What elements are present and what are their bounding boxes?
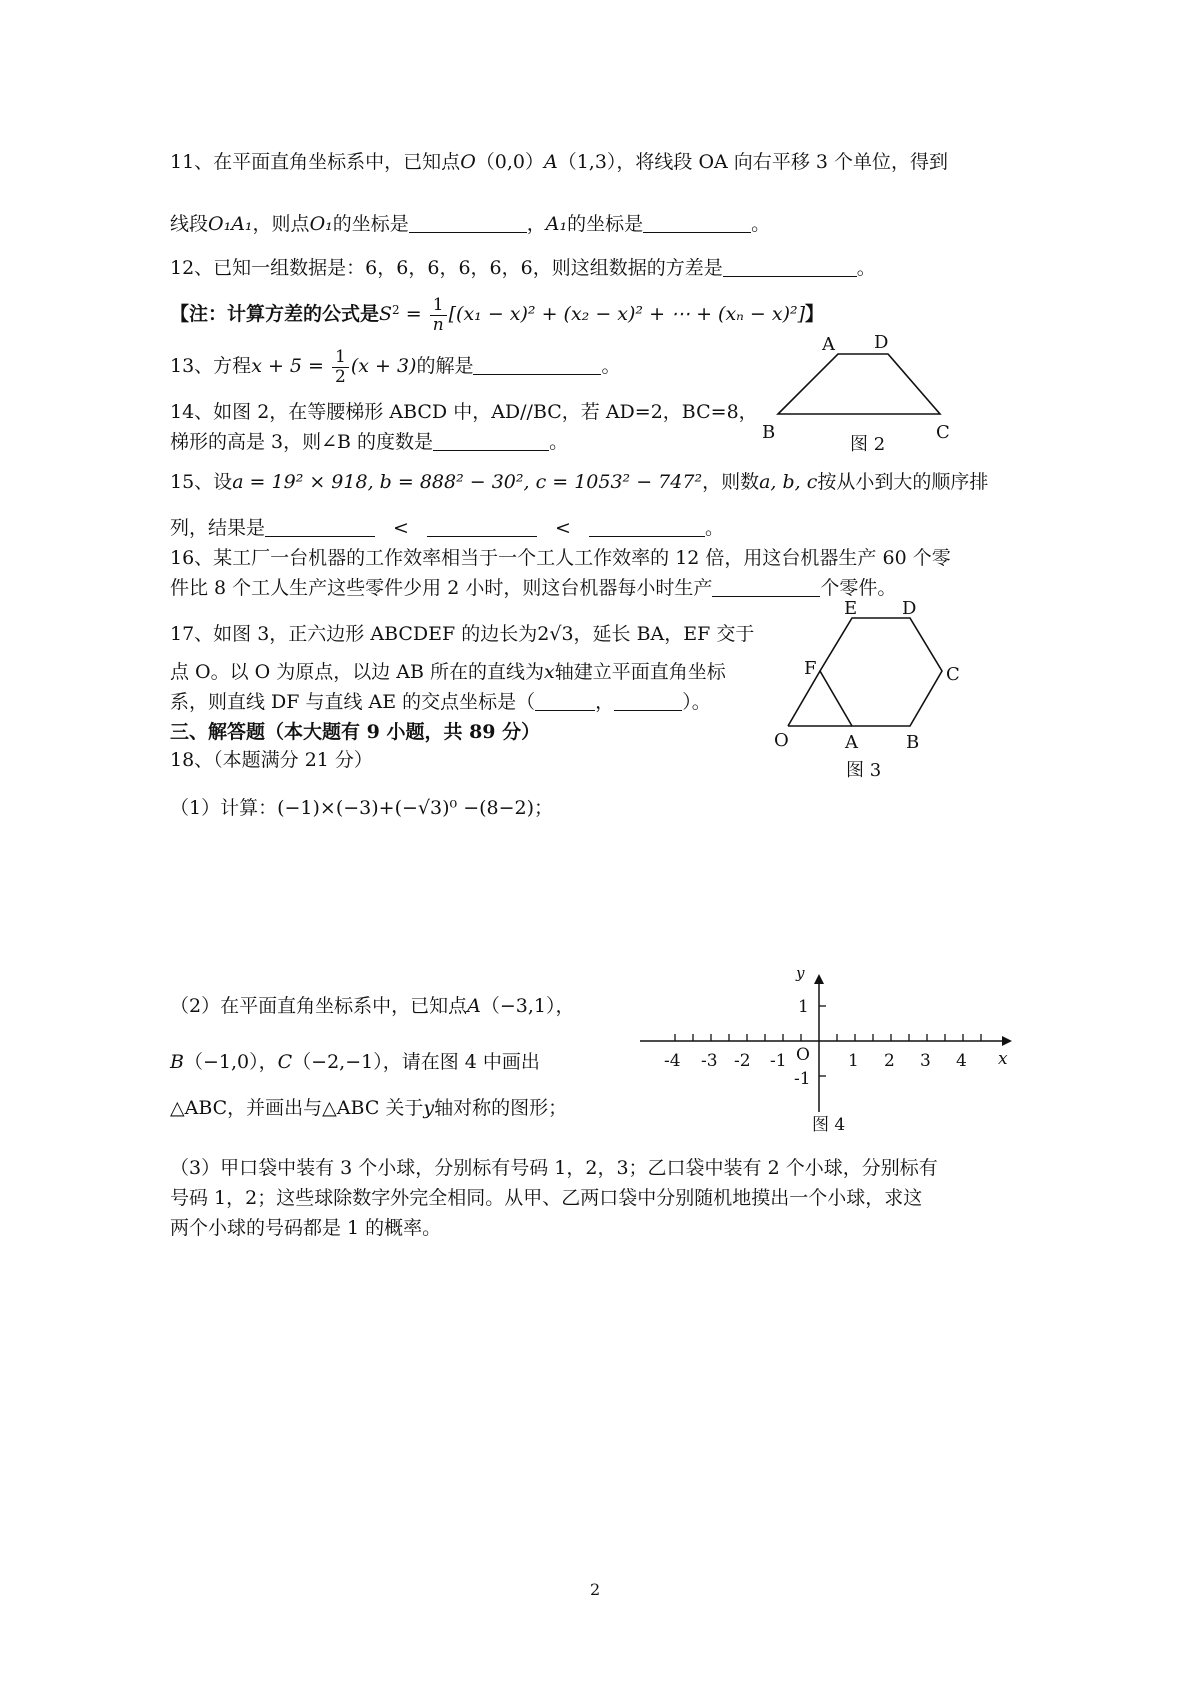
- fig3-label-B: B: [906, 732, 920, 753]
- q15-line1: 15、设a = 19² × 918, b = 888² − 30², c = 1053² − 747²，则数a, b, c按从小到大的顺序排: [170, 471, 989, 493]
- answer-blank-parts[interactable]: [712, 578, 820, 597]
- fig4-tick-xn3: -3: [701, 1051, 718, 1071]
- fig3-label-D: D: [902, 598, 917, 619]
- fig4-tick-x1: 1: [848, 1051, 859, 1071]
- fig2-label-D: D: [874, 332, 889, 353]
- section-3-heading: 三、解答题（本大题有 9 小题，共 89 分）: [170, 721, 541, 743]
- fig4-tick-x2: 2: [884, 1051, 895, 1071]
- q12-note: 【注：计算方差的公式是$S^2$ = $\frac{1}{n}$ [(x₁ − x)² + (x₂ − x)² + ⋯ + (xₙ − x)²]】: [170, 294, 825, 335]
- answer-blank-variance[interactable]: [723, 258, 857, 277]
- answer-blank-a1[interactable]: [643, 214, 751, 233]
- fig3-label-O: O: [774, 730, 789, 751]
- q18-part1: （1）计算：(−1)×(−3)+(−√3)⁰ −(8−2)；: [170, 797, 554, 819]
- figure-4-coordinate-axes: [630, 962, 1020, 1144]
- figure-2-trapezoid: [750, 330, 970, 460]
- fig4-y-label: y: [796, 964, 805, 982]
- page-number: 2: [590, 1580, 601, 1599]
- q18-part3-line3: 两个小球的号码都是 1 的概率。: [170, 1217, 442, 1239]
- q12-line1: 12、已知一组数据是：6，6，6，6，6，6，则这组数据的方差是 。: [170, 257, 876, 279]
- answer-blank-x[interactable]: [535, 692, 595, 711]
- q18-title: 18、（本题满分 21 分）: [170, 749, 373, 771]
- answer-blank-order-1[interactable]: [265, 518, 375, 537]
- fig4-tick-x4: 4: [956, 1051, 967, 1071]
- answer-blank-o1[interactable]: [409, 214, 527, 233]
- figure-3-hexagon: [760, 596, 980, 782]
- fig4-tick-xn4: -4: [664, 1051, 681, 1071]
- q17-line1: 17、如图 3，正六边形 ABCDEF 的边长为2√3，延长 BA，EF 交于: [170, 623, 755, 645]
- answer-blank-y[interactable]: [614, 692, 682, 711]
- q18-part2-line1: （2）在平面直角坐标系中，已知点A（−3,1），: [170, 995, 575, 1017]
- fraction-1-over-2: $\frac{1}{2}$: [332, 348, 349, 387]
- fig4-tick-y1: 1: [798, 997, 809, 1017]
- fig3-label-A: A: [845, 732, 858, 753]
- q18-part3-line2: 号码 1，2；这些球除数字外完全相同。从甲、乙两口袋中分别随机地摸出一个小球，求这: [170, 1187, 923, 1209]
- q11-line1: 11、在平面直角坐标系中，已知点O（0,0）A（1,3），将线段 OA 向右平移 3 个单位，得到: [170, 151, 948, 173]
- q18-part2-line2: B（−1,0），C（−2,−1），请在图 4 中画出: [170, 1051, 540, 1073]
- q14-line1: 14、如图 2，在等腰梯形 ABCD 中，AD//BC，若 AD=2，BC=8，: [170, 401, 758, 423]
- answer-blank-order-2[interactable]: [427, 518, 537, 537]
- fig2-label-A: A: [822, 334, 835, 355]
- fig3-label-E: E: [844, 598, 858, 619]
- q16-line1: 16、某工厂一台机器的工作效率相当于一个工人工作效率的 12 倍，用这台机器生产 60 个零: [170, 547, 951, 569]
- fig2-caption: 图 2: [850, 434, 886, 455]
- answer-blank-order-3[interactable]: [589, 518, 705, 537]
- fig4-x-label: x: [998, 1049, 1008, 1069]
- q17-line3: 系，则直线 DF 与直线 AE 的交点坐标是（ ， ）。: [170, 691, 711, 713]
- fig4-tick-x3: 3: [920, 1051, 931, 1071]
- fig4-origin: O: [796, 1045, 810, 1065]
- q18-part2-line3: △ABC，并画出与△ABC 关于y轴对称的图形；: [170, 1097, 568, 1119]
- q15-line2: 列，结果是 < < 。: [170, 517, 725, 539]
- fig2-label-B: B: [762, 422, 776, 443]
- fraction-1-over-n: $\frac{1}{n}$: [430, 296, 447, 335]
- fig3-label-C: C: [946, 664, 960, 685]
- answer-blank-angle[interactable]: [433, 432, 549, 451]
- fig3-label-F: F: [804, 658, 817, 679]
- q13-line: 13、方程x + 5 = $\frac{1}{2}$ (x + 3)的解是 。: [170, 346, 621, 387]
- fig4-tick-xn2: -2: [734, 1051, 751, 1071]
- fig2-label-C: C: [936, 422, 950, 443]
- fig3-caption: 图 3: [846, 760, 882, 781]
- fig4-tick-yneg1: -1: [794, 1069, 811, 1089]
- q14-line2: 梯形的高是 3，则∠B 的度数是 。: [170, 431, 569, 453]
- fig4-tick-xn1: -1: [770, 1051, 787, 1071]
- q16-line2: 件比 8 个工人生产这些零件少用 2 小时，则这台机器每小时生产 个零件。: [170, 577, 897, 599]
- fig4-caption: 图 4: [812, 1115, 846, 1135]
- answer-blank-eq[interactable]: [473, 356, 601, 375]
- q11-line2: 线段O₁A₁，则点O₁的坐标是 ，A₁的坐标是 。: [170, 213, 771, 235]
- q17-line2: 点 O。以 O 为原点，以边 AB 所在的直线为x轴建立平面直角坐标: [170, 661, 726, 683]
- q18-part3-line1: （3）甲口袋中装有 3 个小球，分别标有号码 1，2，3；乙口袋中装有 2 个小球，分别标有: [170, 1157, 938, 1179]
